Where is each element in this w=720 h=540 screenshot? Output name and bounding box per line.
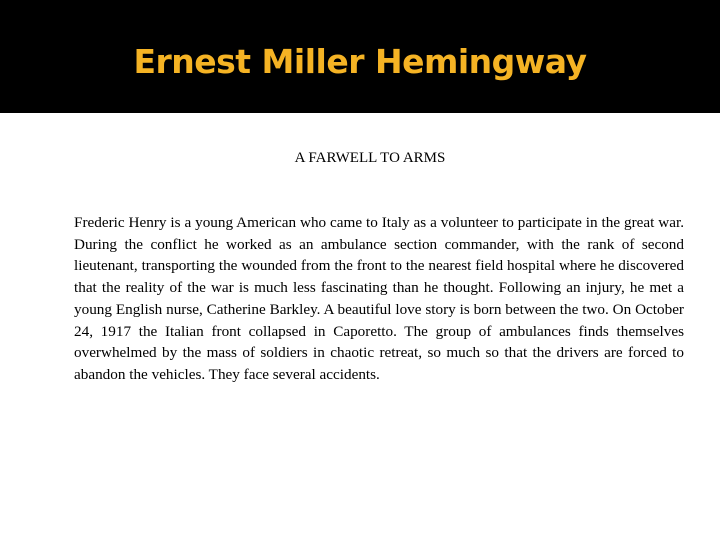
slide-title: Ernest Miller Hemingway xyxy=(133,42,587,81)
book-title: A FARWELL TO ARMS xyxy=(294,150,446,166)
plot-summary-paragraph: Frederic Henry is a young American who came to Italy as a volunteer to participate in the great war. During the conflict he worked as an ambulance section commander, with the rank of second lieutenant, transporting the wounded from the front to the nearest field hospital where he discovered that the reality of the war is much less fascinating than he thought. Following an injury, he met a young English nurse, Catherine Barkley. A beautiful love story is born between the two. On October 24, 1917 the Italian front collapsed in Caporetto. The group of ambulances finds themselves overwhelmed by the mass of soldiers in chaotic retreat, so much so that the drivers are forced to abandon the vehicles. They face several accidents. xyxy=(74,214,684,383)
